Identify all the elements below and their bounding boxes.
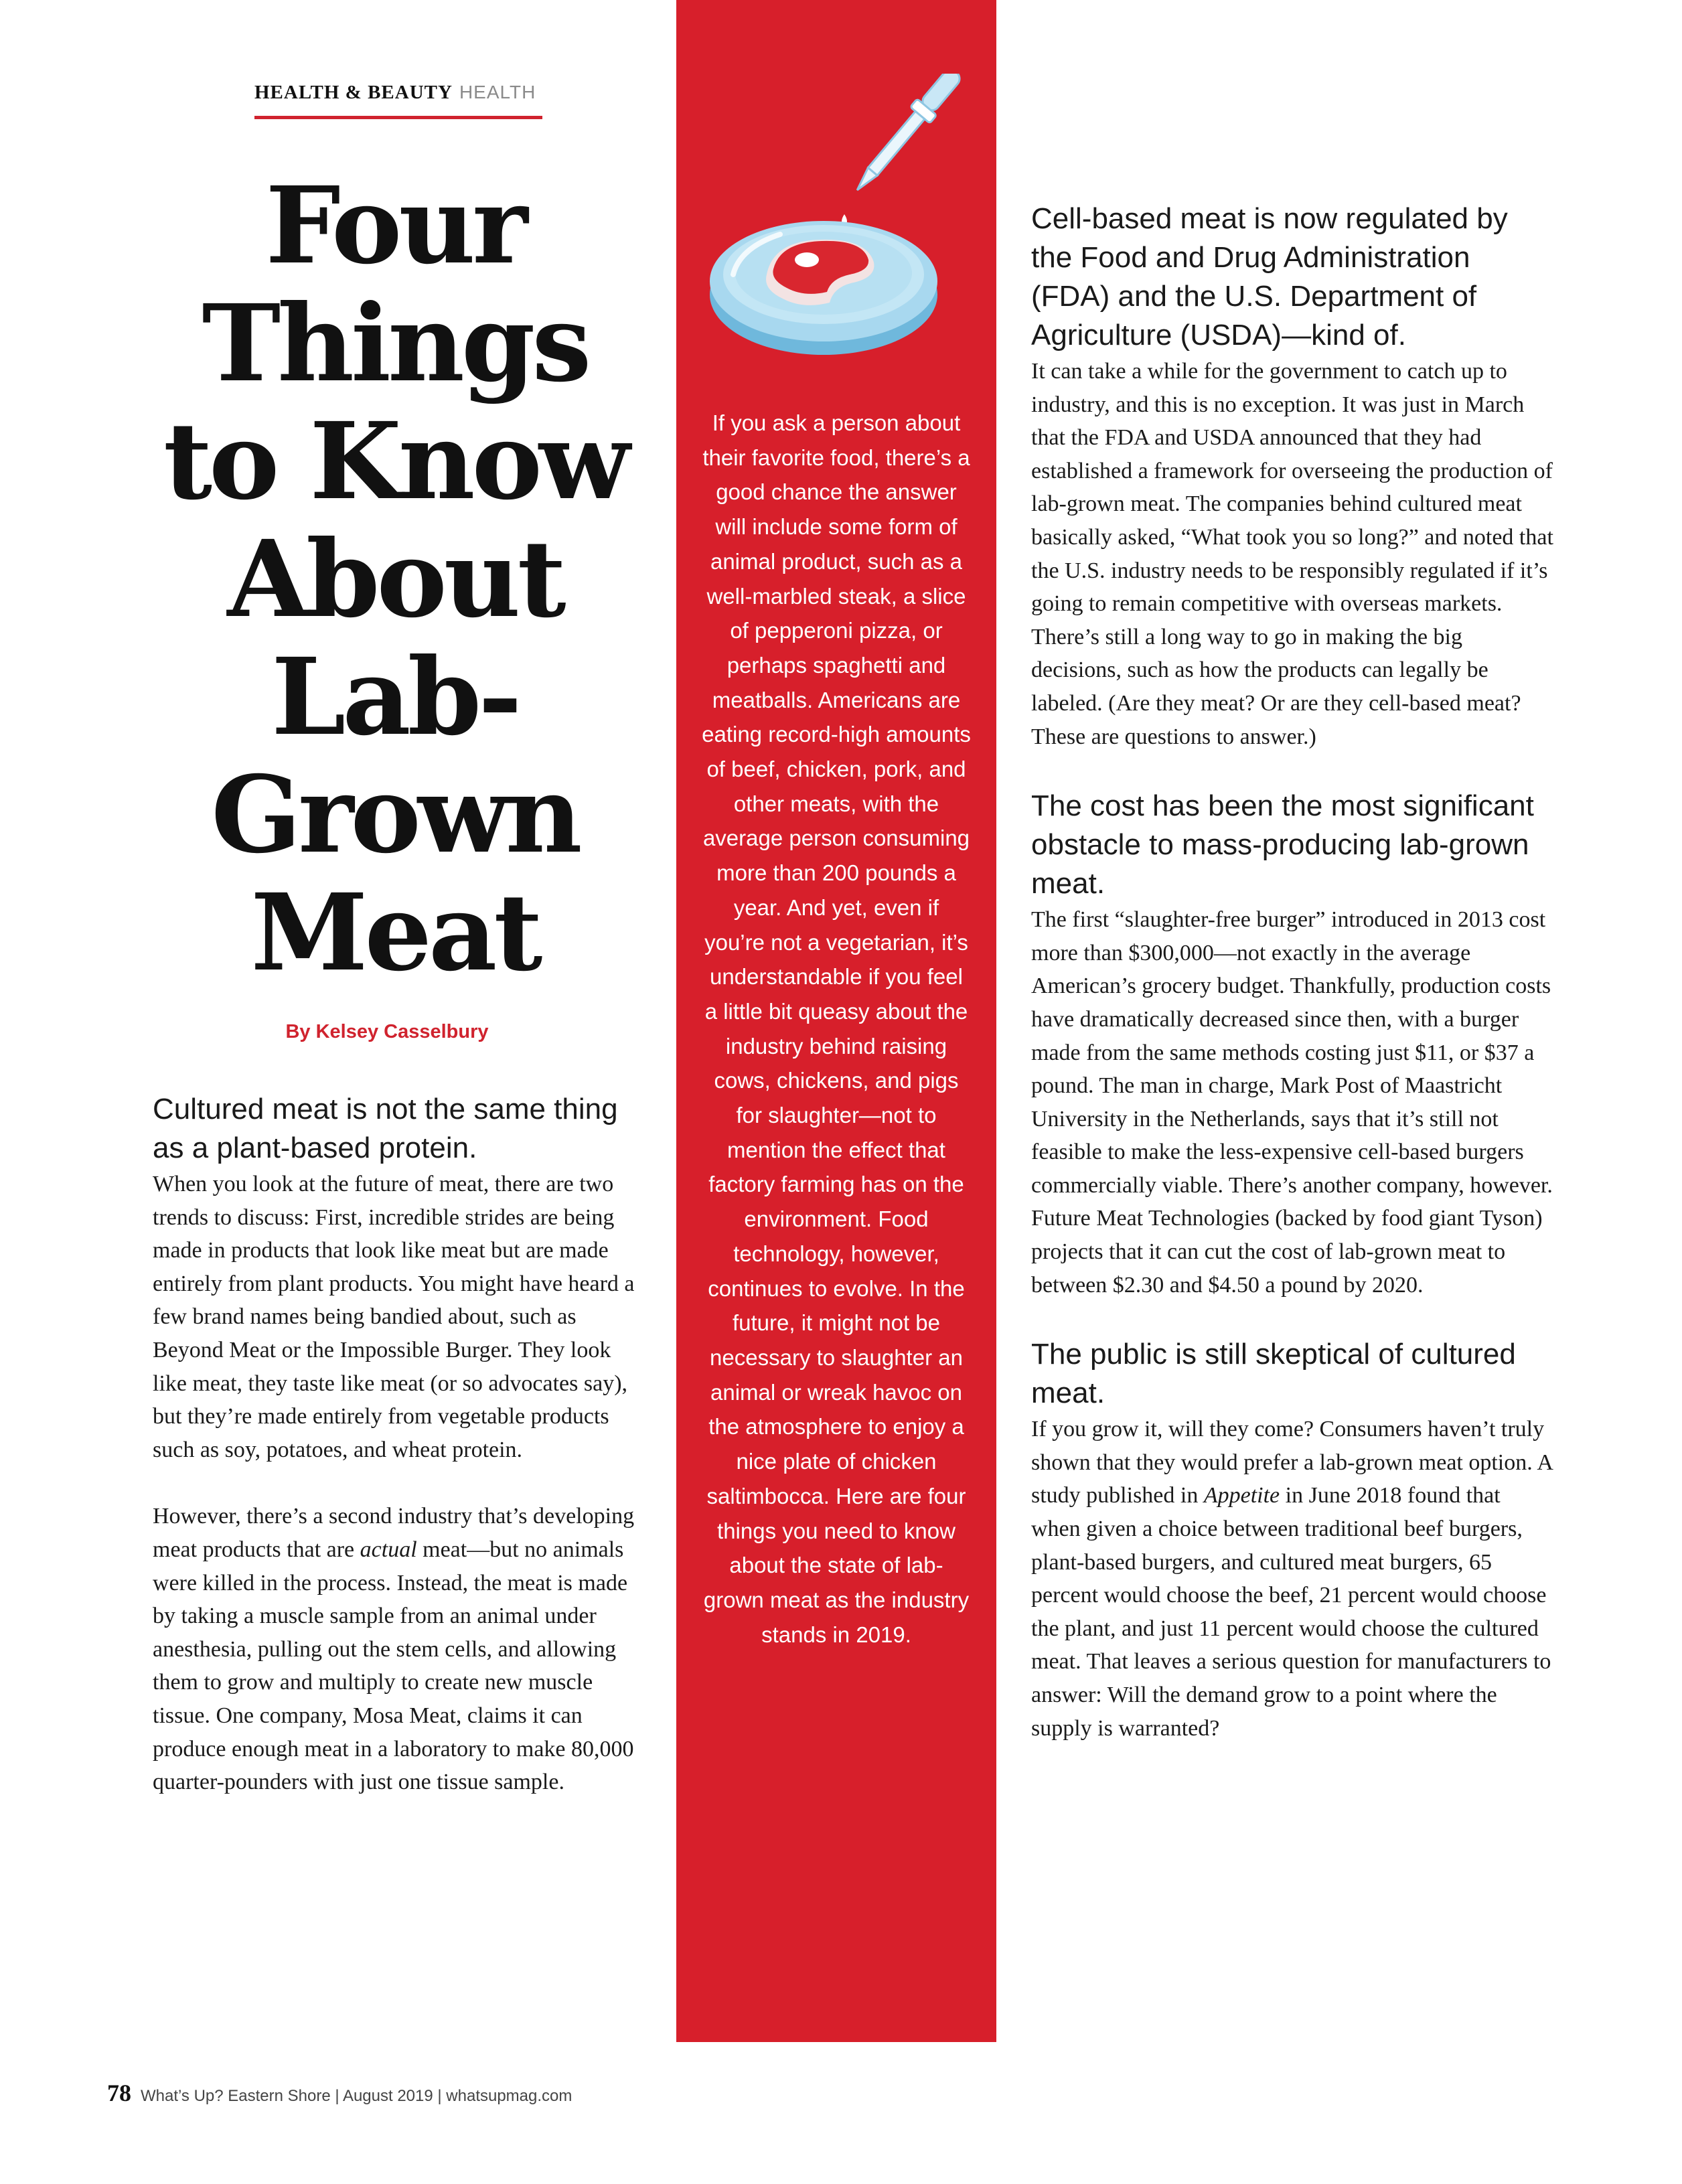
title-line: About [227,518,563,641]
subsection-label: HEALTH [459,82,536,102]
text-run: meat—but no animals were killed in the process. Instead, the meat is made by taking a muscle sample from an animal under anesthesia, pulling out the stem cells, and allowing them to grow and multiply to create new muscle tissue. One company, Mosa Meat, claims it can produce enough meat in a laboratory to make 80,000 quarter-pounders with just one tissue sample. [153,1537,634,1795]
left-column [153,1090,636,1799]
paragraph-spacer [153,1466,636,1500]
publication-info: What’s Up? Eastern Shore | August 2019 | whatsupmag.com [141,2087,572,2105]
body-paragraph: When you look at the future of meat, there are two trends to discuss: First, incredible strides are being made in products that look like meat but are made entirely from plant products. You might have heard a few brand names being bandied about, such as Beyond Meat or the Impossible Burger. They look like meat, they taste like meat (or so advocates say), but they’re made entirely from vegetable products such as soy, potatoes, and wheat protein. [153,1172,635,1462]
article-title [107,164,683,995]
text-run: However, there’s a second industry that’s developing meat products that are [153,1504,635,1562]
title-line: Lab- [271,635,519,759]
body-paragraph [1031,1413,1553,1745]
page-footer [107,2079,572,2107]
paragraph-spacer [1031,1302,1553,1335]
emphasis-text: Appetite [1203,1483,1280,1508]
text-run: in June 2018 found that when given a choice between traditional beef burgers, plant-based burgers, and cultured meat burgers, 65 percent would choose the beef, 21 percent would choose the plant, and just 11 percent would choose the cultured meat. That leaves a serious question for manufacturers to answer: Will the demand grow to a point where the supply is warranted? [1031,1483,1551,1741]
title-line: Things [202,282,589,406]
section-heading: The public is still skeptical of cultured meat. [1031,1338,1516,1410]
page-number: 78 [107,2080,131,2106]
body-paragraph [153,1500,636,1798]
pull-quote: If you ask a person about their favorite food, there’s a good chance the answer will include some form of animal product, such as a well-marbled steak, a slice of pepperoni pizza, or perhaps spaghetti and meatballs. Americans are eating record-high amounts of beef, chicken, pork, and other meats, with the average person consuming more than 200 pounds a year. And yet, even if you’re not a vegetarian, it’s understandable if you feel a little bit queasy about the industry behind raising cows, chickens, and pigs for slaughter—not to mention the effect that factory farming has on the environment. Food technology, however, continues to evolve. In the future, it might not be necessary to slaughter an animal or wreak havoc on the atmosphere to enjoy a nice plate of chicken saltimbocca. Here are four things you need to know about the state of lab-grown meat as the industry stands in 2019. [702,410,971,1647]
section-heading: Cultured meat is not the same thing as a plant-based protein. [153,1093,618,1164]
right-column [1031,200,1553,1745]
section-heading: The cost has been the most significant obstacle to mass-producing lab-grown meat. [1031,789,1534,901]
petri-dish-steak-icon [706,74,974,382]
section-label: HEALTH & BEAUTY [254,82,453,103]
title-line: Grown [211,753,579,877]
title-line: Four [265,164,525,288]
section-heading: Cell-based meat is now regulated by the Food and Drug Administration (FDA) and the U.S. Department of Agriculture (USDA)—kind of. [1031,202,1508,352]
paragraph-spacer [1031,753,1553,787]
section-kicker [254,82,542,119]
text-run: If you grow it, will they come? Consumers haven’t truly shown that they would prefer a lab-grown meat option. A study published in [1031,1417,1553,1508]
title-line: to Know [163,400,627,524]
title-line: Meat [250,871,540,995]
byline: By Kelsey Casselbury [285,1021,489,1042]
body-paragraph: The first “slaughter-free burger” introduced in 2013 cost more than $300,000—not exactly in the average American’s grocery budget. Thankfully, production costs have dramatically decreased since then, with a burger made from the same methods costing just $11, or $37 a pound. The man in charge, Mark Post of Maastricht University in the Netherlands, says that it’s still not feasible to make the less-expensive cell-based burgers commercially viable. There’s another company, however. Future Meat Technologies (backed by food giant Tyson) projects that it can cut the cost of lab-grown meat to between $2.30 and $4.50 a pound by 2020. [1031,907,1553,1298]
emphasis-text: actual [360,1537,417,1562]
body-paragraph: It can take a while for the government to catch up to industry, and this is no exception. It was just in March that the FDA and USDA announced that they had established a framework for overseeing the production of lab-grown meat. The companies behind cultured meat basically asked, “What took you so long?” and noted that the U.S. industry needs to be responsibly regulated if it’s going to remain competitive with overseas markets. There’s still a long way to go in making the big decisions, such as how the products can legally be labeled. (Are they meat? Or are they cell-based meat? These are questions to answer.) [1031,359,1553,749]
